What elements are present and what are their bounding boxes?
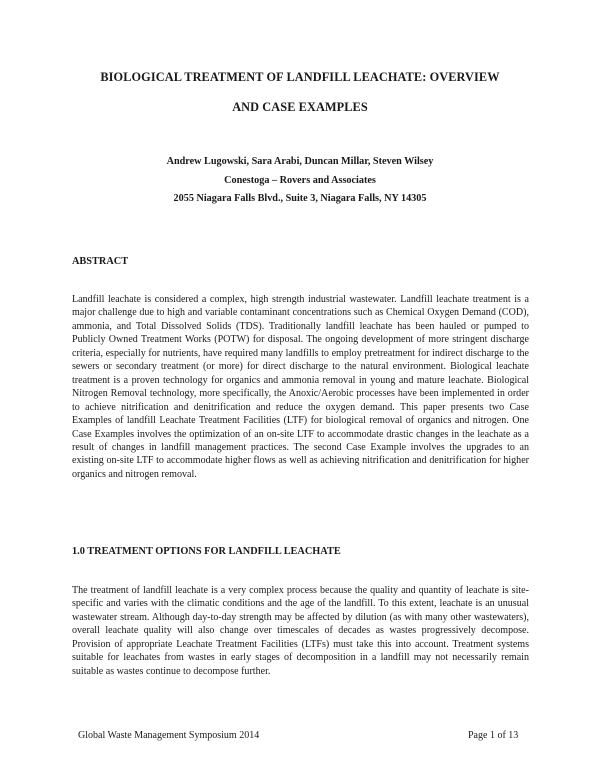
section-1-paragraph: The treatment of landfill leachate is a very complex process because the quality and quantity of leachate is site-specific and varies with the climatic conditions and the age of the landfill. To this extent, leachate is an unusual wastewater stream. Although day-to-day strength may be affected by dilution (as with many other wastewaters), overall leachate quality will also change over timescales of decades as wastes progressively decompose. Provision of appropriate Leachate Treatment Facilities (LTFs) must take this into account. Treatment systems suitable for leachates from wastes in early stages of decomposition in a landfill may not necessarily remain suitable as wastes continue to decompose further.	[72, 585, 529, 677]
paper-title-line-1: BIOLOGICAL TREATMENT OF LANDFILL LEACHATE: OVERVIEW	[100, 70, 500, 84]
abstract-paragraph: Landfill leachate is considered a complex, high strength industrial wastewater. Landfill leachate treatment is a major challenge due to high and variable contaminant concentrations such as Chemical Oxygen Demand (COD), ammonia, and Total Dissolved Solids (TDS). Traditionally landfill leachate has been hauled or pumped to Publicly Owned Treatment Works (POTW) for disposal. The ongoing development of more stringent discharge criteria, especially for nutrients, have required many landfills to employ pretreatment for indirect discharge to the sewers or secondary treatment (or more) for direct discharge to the natural environment. Biological leachate treatment is a proven technology for organics and ammonia removal in young and mature leachate. Biological Nitrogen Removal technology, more specifically, the Anoxic/Aerobic processes have been implemented in order to achieve nitrification and denitrification and reduce the oxygen demand. This paper presents two Case Examples of landfill Leachate Treatment Facilities (LTF) for biological removal of organics and nitrogen. One Case Examples involves the optimization of an on-site LTF to accommodate drastic changes in the leachate as a result of changes in landfill management practices. The second Case Example involves the upgrades to an existing on-site LTF to accommodate higher flows as well as achieving nitrification and denitrification for higher organics and nitrogen removal.	[72, 294, 529, 480]
author-list: Andrew Lugowski, Sara Arabi, Duncan Millar, Steven Wilsey	[166, 156, 434, 167]
paper-title-line-2: AND CASE EXAMPLES	[232, 100, 368, 114]
address: 2055 Niagara Falls Blvd., Suite 3, Niagara Falls, NY 14305	[173, 193, 427, 204]
footer-conference: Global Waste Management Symposium 2014	[78, 730, 260, 741]
footer-page-number: Page 1 of 13	[468, 730, 519, 741]
abstract-heading: ABSTRACT	[72, 256, 129, 267]
affiliation: Conestoga – Rovers and Associates	[224, 175, 376, 186]
section-1-heading: 1.0 TREATMENT OPTIONS FOR LANDFILL LEACHATE	[72, 546, 341, 557]
